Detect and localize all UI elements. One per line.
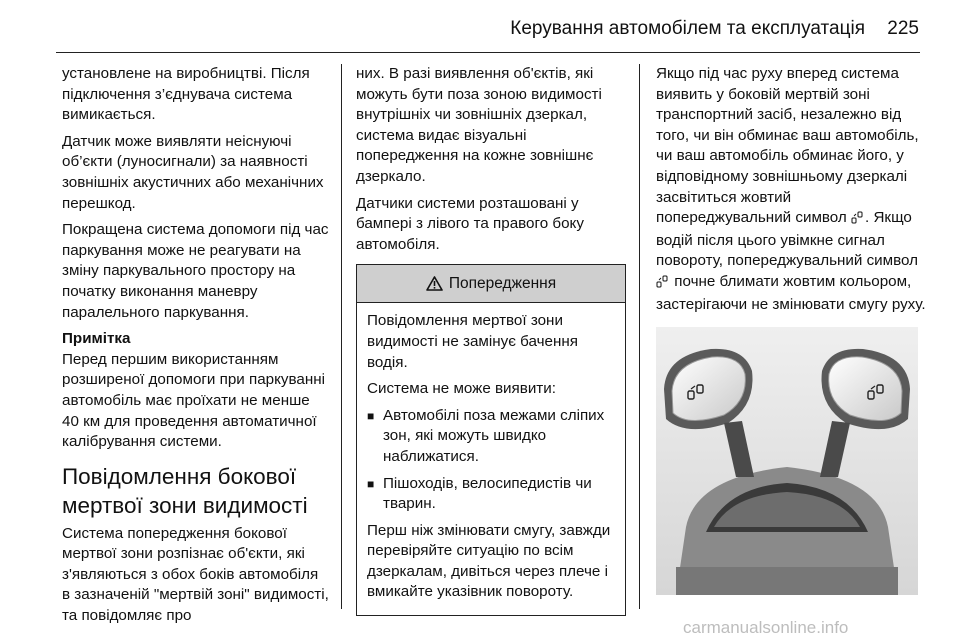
- paragraph: них. В разі виявлення об'єктів, які можуть бути поза зоною видимості внутрішніх чи зовнішніх дзеркал, система видає візуальні попередження на кожне зовнішнє дзеркало.: [356, 65, 602, 185]
- watermark: carmanualsonline.info: [683, 618, 849, 637]
- paragraph: Датчик може виявляти неіснуючі об’єкти (луносигнали) за наявності зовнішніх акустичних або механічних перешкод.: [62, 132, 324, 212]
- blind-spot-symbol-icon: [656, 274, 670, 295]
- warning-header: [357, 265, 625, 303]
- paragraph: Датчики системи розташовані у бампері з лівого та правого боку автомобіля.: [356, 194, 584, 253]
- text-run: почне блимати жовтим кольором, застерігаючи не змінювати смугу руху.: [656, 272, 926, 313]
- list-item-text: Автомобілі поза межами сліпих зон, які можуть швидко наближатися.: [383, 406, 605, 465]
- text-run: . Якщо водій після цього увімкне сигнал повороту, попереджувальний символ: [656, 209, 918, 270]
- note-title: Примітка: [62, 330, 131, 348]
- list-item: [367, 474, 615, 515]
- warning-title: Попередження: [448, 274, 557, 292]
- list-item-text: Пішоходів, велосипедистів чи тварин.: [383, 474, 592, 513]
- square-bullet-icon: ■: [367, 476, 375, 491]
- column-middle: [356, 64, 626, 616]
- mirror-illustration: [656, 327, 918, 595]
- warning-paragraph: Повідомлення мертвої зони видимості не замінує бачення водія.: [367, 312, 578, 371]
- warning-body: [357, 303, 625, 615]
- note-text: Перед першим використанням розширеної допомоги при паркуванні автомобіль має проїхати не менше 40 км для проведення автоматичної калібрування системи.: [62, 350, 326, 451]
- warning-paragraph: Система не може виявити:: [367, 380, 556, 398]
- warning-box: [356, 264, 626, 616]
- header-rule: [56, 52, 920, 53]
- paragraph: Покращена система допомоги під час паркування може не реагувати на зміну паркувального простору на початку виконання маневру паралельного паркування.: [62, 221, 329, 321]
- column-left: [62, 64, 330, 633]
- blind-spot-symbol-icon: [851, 210, 865, 231]
- paragraph: установлене на виробництві. Після підключення з’єднувача система вимикається.: [62, 65, 310, 124]
- page-header: [0, 0, 960, 52]
- warning-triangle-icon: [426, 276, 443, 291]
- text-run: Якщо під час руху вперед система виявить у боковій мертвій зоні транспортний засіб, незалежно від того, чи він обминає ваш автомобіль, чи ваш автомобіль обминає його, у відповідному зовнішньому дзеркалі засвітиться жовтий попереджувальний символ: [656, 65, 919, 227]
- paragraph: Система попередження бокової мертвої зони розпізнає об'єкти, які з'являються з обох боків автомобіля в зазначеній "мертвій зоні" видимості, та повідомляє про: [62, 524, 329, 625]
- section-heading: Повідомлення бокової мертвої зони видимості: [62, 463, 308, 518]
- column-right: [656, 64, 926, 595]
- column-divider-right: [639, 64, 640, 609]
- page-number: 225: [887, 18, 919, 39]
- header-title: Керування автомобілем та експлуатація: [510, 18, 865, 39]
- column-divider-left: [341, 64, 342, 609]
- list-item: [367, 406, 615, 468]
- paragraph: [656, 64, 926, 315]
- warning-paragraph: Перш ніж змінювати смугу, завжди перевіряйте ситуацію по всім дзеркалам, дивіться через плече і вмикайте указівник повороту.: [367, 521, 611, 601]
- square-bullet-icon: ■: [367, 408, 375, 423]
